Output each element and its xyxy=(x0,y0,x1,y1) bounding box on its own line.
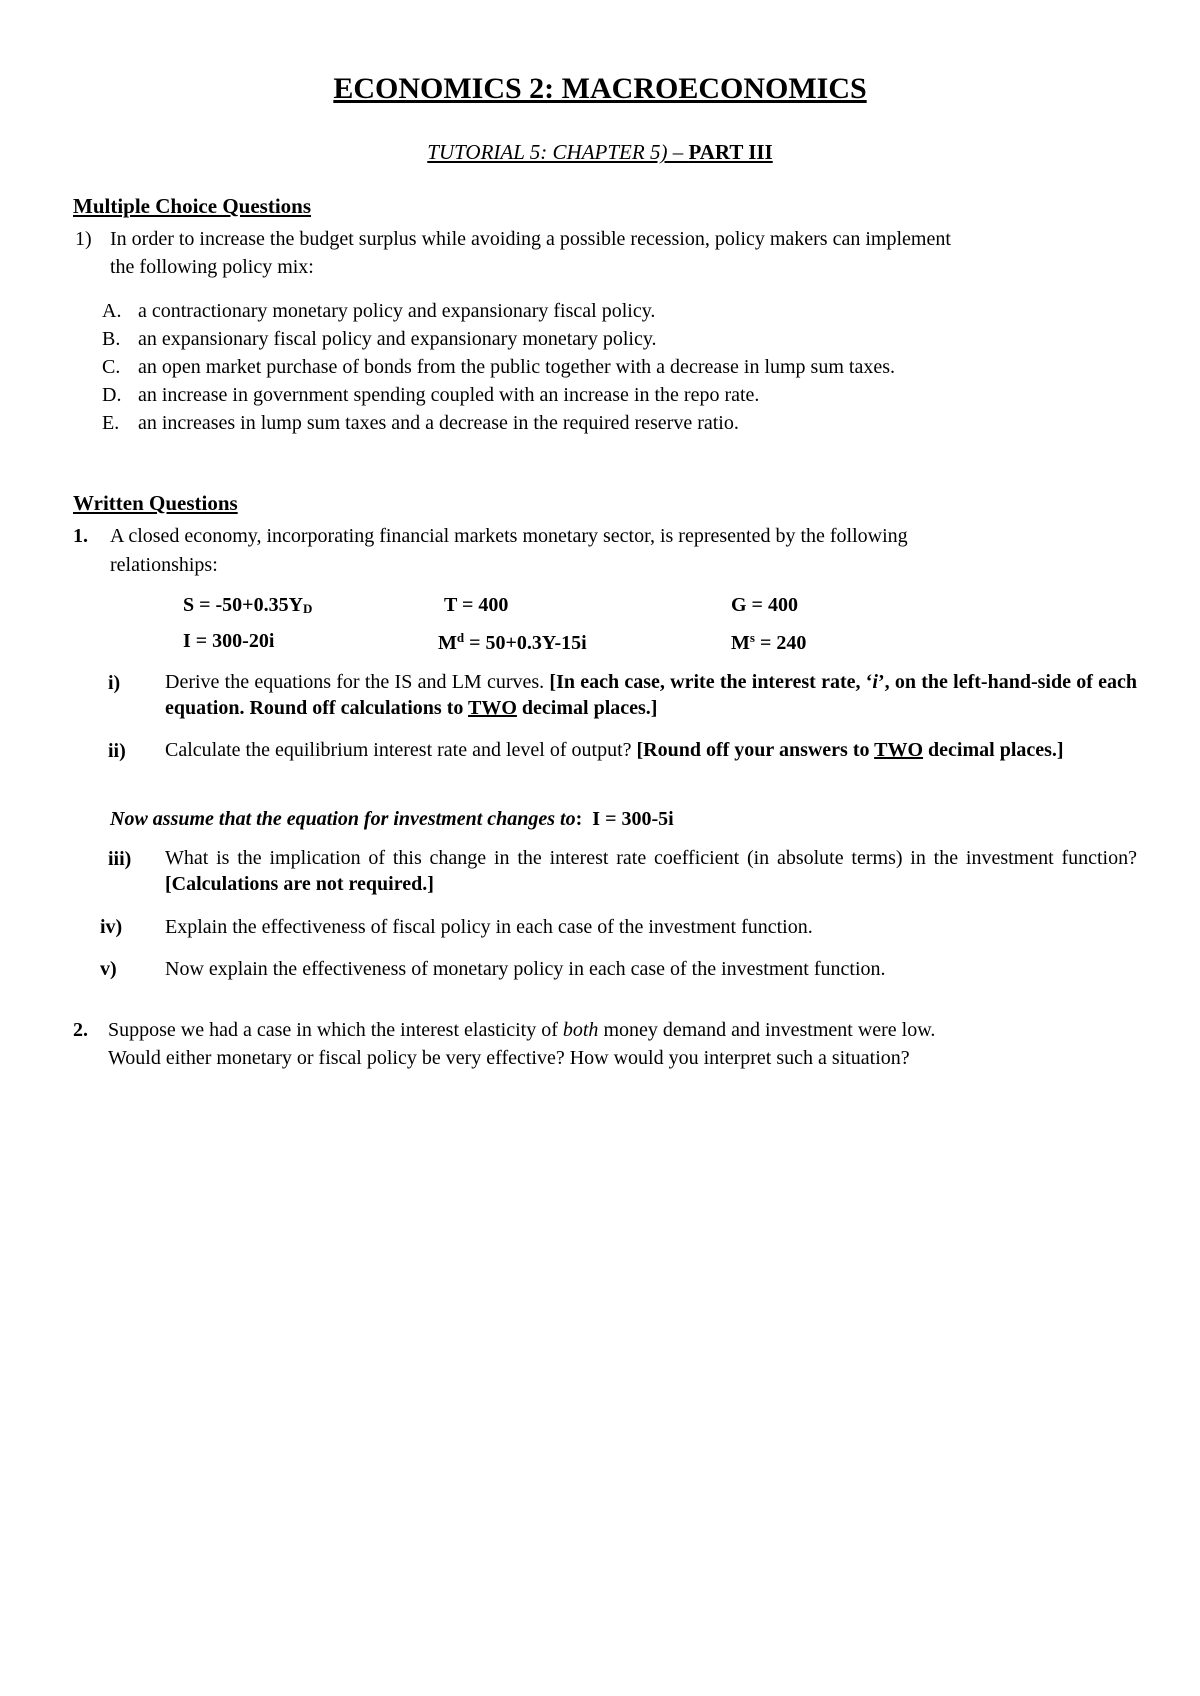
part-ii-text xyxy=(165,737,1137,763)
written-heading: Written Questions xyxy=(73,491,238,515)
eq-s-main: S = -50+0.35Y xyxy=(183,594,304,616)
subtitle-italic: TUTORIAL 5: CHAPTER 5) – xyxy=(427,140,689,164)
eq-ms-a: M xyxy=(731,632,750,654)
eq-s-sub: D xyxy=(303,601,313,616)
q2-post: money demand and investment were low. xyxy=(598,1019,936,1041)
part-i-plain: Derive the equations for the IS and LM curves. xyxy=(165,671,550,693)
mcq-option-letter: A. xyxy=(102,300,122,322)
part-iii-label: iii) xyxy=(108,848,132,870)
part-v-text: Now explain the effectiveness of monetary policy in each case of the investment function. xyxy=(165,958,886,980)
part-iv-label: iv) xyxy=(100,916,123,938)
eq-ms-sup: s xyxy=(749,630,755,645)
written-q2-line2: Would either monetary or fiscal policy be very effective? How would you interpret such a situation? xyxy=(108,1047,910,1069)
eq-md-sup: d xyxy=(456,630,465,645)
equation-money-demand xyxy=(438,630,587,655)
mcq-option-text: an increase in government spending coupled with an increase in the repo rate. xyxy=(138,384,760,406)
part-i-text xyxy=(165,669,1137,721)
mcq-option-letter: E. xyxy=(102,412,120,434)
written-q1-line2: relationships: xyxy=(110,554,218,576)
part-i-bold2: ’, on the left-hand-side of each equation. Round off calculations to xyxy=(165,671,1138,719)
part-iii-text xyxy=(165,845,1137,897)
mcq-heading: Multiple Choice Questions xyxy=(73,194,312,218)
document-title: ECONOMICS 2: MACROECONOMICS xyxy=(333,72,867,105)
part-ii-bold2: decimal places.] xyxy=(923,739,1064,761)
assume-equation: I = 300-5i xyxy=(592,808,674,830)
mcq-option-letter: D. xyxy=(102,384,122,406)
q2-italic: both xyxy=(562,1019,599,1041)
document-subtitle xyxy=(0,140,1200,165)
mcq-option-text: an increases in lump sum taxes and a decrease in the required reserve ratio. xyxy=(138,412,739,434)
part-ii-underline: TWO xyxy=(874,739,924,761)
part-ii-bold1: [Round off your answers to xyxy=(636,739,875,761)
part-ii-plain: Calculate the equilibrium interest rate and level of output? xyxy=(165,739,637,761)
mcq-q1-line1: In order to increase the budget surplus while avoiding a possible recession, policy makers can implement xyxy=(110,228,951,250)
assume-italic: Now assume that the equation for investment changes to xyxy=(110,808,576,830)
part-i-bold1: [In each case, write the interest rate, ‘ xyxy=(549,671,873,693)
written-q2-number: 2. xyxy=(73,1019,88,1041)
equation-money-supply xyxy=(731,630,806,655)
part-i-italic: i xyxy=(872,671,878,693)
investment-change-note xyxy=(110,808,674,831)
mcq-q1-line2: the following policy mix: xyxy=(110,256,314,278)
equation-investment: I = 300-20i xyxy=(183,630,275,652)
part-ii-label: ii) xyxy=(108,740,126,762)
written-q1-number: 1. xyxy=(73,525,88,547)
equation-tax: T = 400 xyxy=(444,594,509,616)
eq-md-a: M xyxy=(438,632,457,654)
part-i-label: i) xyxy=(108,672,121,694)
mcq-option-text: an open market purchase of bonds from the public together with a decrease in lump sum taxes. xyxy=(138,356,895,378)
eq-md-b: = 50+0.3Y-15i xyxy=(464,632,587,654)
eq-ms-b: = 240 xyxy=(754,632,807,654)
part-iii-bold: [Calculations are not required.] xyxy=(165,873,434,895)
q2-pre: Suppose we had a case in which the interest elasticity of xyxy=(108,1019,563,1041)
equation-saving xyxy=(183,594,312,617)
part-iv-text: Explain the effectiveness of fiscal policy in each case of the investment function. xyxy=(165,916,813,938)
written-q2-line1 xyxy=(108,1016,935,1044)
mcq-q1-number: 1) xyxy=(75,228,92,250)
part-v-label: v) xyxy=(100,958,117,980)
part-iii-plain: What is the implication of this change in the interest rate coefficient (in absolute terms) in the investment function? xyxy=(165,847,1137,869)
written-q1-line1: A closed economy, incorporating financial markets monetary sector, is represented by the following xyxy=(110,525,908,547)
mcq-option-text: an expansionary fiscal policy and expansionary monetary policy. xyxy=(138,328,657,350)
part-i-underline: TWO xyxy=(468,697,517,719)
equation-government: G = 400 xyxy=(731,594,798,616)
assume-colon: : xyxy=(575,808,583,830)
mcq-option-text: a contractionary monetary policy and expansionary fiscal policy. xyxy=(138,300,656,322)
part-i-bold3: decimal places.] xyxy=(516,697,658,719)
mcq-option-letter: B. xyxy=(102,328,121,350)
mcq-option-letter: C. xyxy=(102,356,121,378)
subtitle-bold: PART III xyxy=(688,140,773,164)
